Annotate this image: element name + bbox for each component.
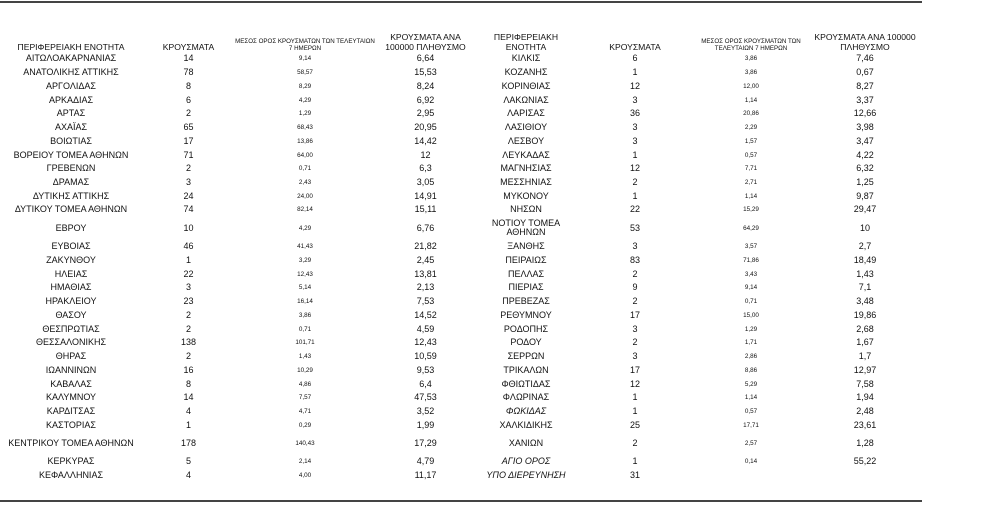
right-avg-cell: 2,86 xyxy=(744,353,758,361)
left-per100k-cell: 8,24 xyxy=(416,80,435,91)
left-avg-cell: 24,00 xyxy=(297,192,313,200)
left-per100k-cell: 6,76 xyxy=(416,222,435,233)
table-row xyxy=(0,391,922,405)
left-region-cell: ΗΛΕΙΑΣ xyxy=(54,268,88,279)
right-avg-cell: 71,86 xyxy=(743,256,759,264)
right-avg-cell: 15,00 xyxy=(743,311,759,319)
left-region-cell: ΑΝΑΤΟΛΙΚΗΣ ΑΤΤΙΚΗΣ xyxy=(23,67,119,78)
left-cases-cell: 22 xyxy=(183,268,194,279)
left-per100k-cell: 10,59 xyxy=(414,351,437,362)
left-region-cell: ΗΡΑΚΛΕΙΟΥ xyxy=(45,296,97,307)
right-avg-cell: 12,00 xyxy=(743,82,759,90)
left-region-cell: ΔΥΤΙΚΟΥ ΤΟΜΕΑ ΑΘΗΝΩΝ xyxy=(14,204,128,215)
left-cases-cell: 78 xyxy=(183,67,194,78)
left-cases-cell: 138 xyxy=(180,337,197,348)
left-avg-cell: 4,29 xyxy=(298,224,312,232)
right-avg-cell xyxy=(694,469,808,483)
right-avg-cell: 0,14 xyxy=(744,458,758,466)
right-avg-cell: 17,71 xyxy=(743,421,759,429)
table-row xyxy=(0,52,922,66)
header-region: ΠΕΡΙΦΕΡΕΙΑΚΗ ΕΝΟΤΗΤΑ xyxy=(17,42,125,52)
table-row xyxy=(0,148,922,162)
table-row xyxy=(0,240,922,254)
left-avg-cell: 7,57 xyxy=(298,394,312,402)
left-cases-cell: 4 xyxy=(185,405,191,416)
left-per100k-cell: 6,64 xyxy=(416,53,435,64)
left-region-cell: ΕΒΡΟΥ xyxy=(55,222,87,233)
right-per100k-cell: 7,1 xyxy=(858,282,872,293)
left-region-cell: ΑΧΑΪΑΣ xyxy=(54,122,88,133)
right-per100k-cell: 1,25 xyxy=(856,176,874,187)
right-region-cell: ΞΑΝΘΗΣ xyxy=(507,241,545,252)
left-avg-cell: 1,29 xyxy=(298,110,312,118)
right-cases-cell: 2 xyxy=(632,176,638,187)
right-cases-cell: 22 xyxy=(629,204,640,215)
left-per100k-cell: 2,45 xyxy=(416,254,435,265)
right-avg-cell: 2,57 xyxy=(744,440,758,448)
right-cases-cell: 53 xyxy=(629,222,640,233)
right-avg-cell: 9,14 xyxy=(744,284,758,292)
right-cases-cell: 12 xyxy=(629,378,640,389)
left-cases-cell: 1 xyxy=(185,419,191,430)
left-region-cell: ΙΩΑΝΝΙΝΩΝ xyxy=(45,364,97,375)
left-region-cell: ΚΑΡΔΙΤΣΑΣ xyxy=(46,405,96,416)
left-per100k-cell: 15,53 xyxy=(414,67,437,78)
right-avg-cell: 1,14 xyxy=(744,394,758,402)
left-per100k-cell: 13,81 xyxy=(414,268,437,279)
left-cases-cell: 2 xyxy=(185,108,191,119)
left-region-cell: ΒΟΙΩΤΙΑΣ xyxy=(50,135,92,146)
right-avg-cell: 2,29 xyxy=(744,124,758,132)
right-avg-cell: 1,14 xyxy=(744,96,758,104)
right-avg-cell: 3,86 xyxy=(744,69,758,77)
header-cases: ΚΡΟΥΣΜΑΤΑ xyxy=(162,42,215,52)
right-avg-cell: 3,86 xyxy=(744,55,758,63)
left-cases-cell: 71 xyxy=(183,149,194,160)
right-avg-cell: 0,57 xyxy=(744,151,758,159)
left-cases-cell: 5 xyxy=(185,456,191,467)
right-region-cell: ΝΗΣΩΝ xyxy=(510,204,542,215)
right-per100k-cell: 12,66 xyxy=(853,108,877,119)
right-region-cell: ΡΕΘΥΜΝΟΥ xyxy=(500,309,552,320)
right-avg-cell: 15,29 xyxy=(743,206,759,214)
right-region-cell: ΚΙΛΚΙΣ xyxy=(511,53,541,64)
right-cases-cell: 25 xyxy=(629,419,640,430)
right-cases-cell: 3 xyxy=(632,94,638,105)
left-cases-cell: 178 xyxy=(180,438,197,449)
header-avg: ΜΕΣΟΣ ΟΡΟΣ ΚΡΟΥΣΜΑΤΩΝ ΤΩΝ ΤΕΛΕΥΤΑΙΩΝ 7 ΗΜΕΡΩΝ xyxy=(235,38,375,52)
right-avg-cell: 2,71 xyxy=(744,178,758,186)
right-cases-cell: 1 xyxy=(632,456,638,467)
right-per100k-cell: 55,22 xyxy=(853,456,877,467)
left-avg-cell: 0,29 xyxy=(298,421,312,429)
left-cases-cell: 24 xyxy=(183,190,194,201)
left-avg-cell: 9,14 xyxy=(298,55,312,63)
right-cases-cell: 6 xyxy=(632,53,638,64)
left-region-cell: ΚΕΡΚΥΡΑΣ xyxy=(47,456,95,467)
right-avg-cell: 0,71 xyxy=(744,298,758,306)
right-per100k-cell: 23,61 xyxy=(853,419,877,430)
left-per100k-cell: 7,53 xyxy=(416,296,435,307)
left-cases-cell: 17 xyxy=(183,135,194,146)
table-row xyxy=(0,79,922,93)
right-cases-cell: 3 xyxy=(632,241,638,252)
right-per100k-cell: 1,28 xyxy=(856,438,874,449)
right-region-cell: ΛΑΡΙΣΑΣ xyxy=(507,108,545,119)
table-row xyxy=(0,162,922,176)
left-cases-cell: 65 xyxy=(183,122,194,133)
left-per100k-cell: 2,95 xyxy=(416,108,435,119)
left-cases-cell: 10 xyxy=(183,222,194,233)
right-region-cell: ΦΩΚΙΔΑΣ xyxy=(505,405,547,416)
left-region-cell: ΗΜΑΘΙΑΣ xyxy=(50,282,92,293)
left-per100k-cell: 6,92 xyxy=(416,94,435,105)
left-avg-cell: 68,43 xyxy=(297,124,313,132)
right-cases-cell: 1 xyxy=(632,405,638,416)
right-region-cell: ΜΥΚΟΝΟΥ xyxy=(503,190,549,201)
right-per100k-cell: 2,48 xyxy=(856,405,874,416)
right-avg-cell: 1,29 xyxy=(744,325,758,333)
header-cases-2: ΚΡΟΥΣΜΑΤΑ xyxy=(609,42,661,52)
table-row xyxy=(0,189,922,203)
right-region-cell: ΝΟΤΙΟΥ ΤΟΜΕΑ ΑΘΗΝΩΝ xyxy=(491,218,561,238)
left-per100k-cell: 17,29 xyxy=(414,438,437,449)
right-cases-cell: 3 xyxy=(632,351,638,362)
left-avg-cell: 13,86 xyxy=(297,137,313,145)
table-row xyxy=(0,134,922,148)
left-cases-cell: 16 xyxy=(183,364,194,375)
right-avg-cell: 0,57 xyxy=(744,407,758,415)
left-per100k-cell: 1,99 xyxy=(416,419,435,430)
right-cases-cell: 17 xyxy=(629,309,640,320)
left-region-cell: ΔΥΤΙΚΗΣ ΑΤΤΙΚΗΣ xyxy=(32,190,110,201)
left-cases-cell: 74 xyxy=(183,204,194,215)
right-per100k-cell: 12,97 xyxy=(853,364,877,375)
right-avg-cell: 1,71 xyxy=(744,339,758,347)
left-region-cell: ΔΡΑΜΑΣ xyxy=(52,176,90,187)
right-region-cell: ΡΟΔΟΥ xyxy=(510,337,542,348)
table-row xyxy=(0,121,922,135)
top-rule xyxy=(0,1,922,3)
left-per100k-cell: 11,17 xyxy=(414,470,437,481)
left-cases-cell: 8 xyxy=(185,378,191,389)
right-cases-cell: 12 xyxy=(629,163,640,174)
right-avg-cell: 3,43 xyxy=(744,270,758,278)
left-avg-cell: 3,29 xyxy=(298,256,312,264)
left-cases-cell: 8 xyxy=(185,80,191,91)
left-region-cell: ΘΕΣΣΑΛΟΝΙΚΗΣ xyxy=(35,337,107,348)
right-region-cell: ΠΙΕΡΙΑΣ xyxy=(508,282,544,293)
left-cases-cell: 23 xyxy=(183,296,194,307)
right-per100k-cell: 2,7 xyxy=(858,241,872,252)
table-row xyxy=(0,93,922,107)
left-cases-cell: 2 xyxy=(185,309,191,320)
table-row xyxy=(0,469,922,483)
right-region-cell: ΠΡΕΒΕΖΑΣ xyxy=(502,296,550,307)
left-region-cell: ΒΟΡΕΙΟΥ ΤΟΜΕΑ ΑΘΗΝΩΝ xyxy=(13,149,129,160)
left-avg-cell: 0,71 xyxy=(298,325,312,333)
left-cases-cell: 46 xyxy=(183,241,194,252)
right-per100k-cell: 18,49 xyxy=(853,254,877,265)
table-row xyxy=(0,217,922,240)
right-region-cell: ΥΠΟ ΔΙΕΡΕΥΝΗΣΗ xyxy=(486,470,566,481)
right-region-cell: ΧΑΛΚΙΔΙΚΗΣ xyxy=(499,419,553,430)
right-avg-cell: 20,86 xyxy=(743,110,759,118)
left-avg-cell: 101,71 xyxy=(295,339,315,347)
left-per100k-cell: 4,59 xyxy=(416,323,435,334)
right-per100k-cell: 3,37 xyxy=(856,94,874,105)
left-per100k-cell: 47,53 xyxy=(414,392,437,403)
left-per100k-cell: 20,95 xyxy=(414,122,437,133)
right-avg-cell: 1,57 xyxy=(744,137,758,145)
left-cases-cell: 1 xyxy=(185,254,191,265)
left-region-cell: ΖΑΚΥΝΘΟΥ xyxy=(46,254,96,265)
left-region-cell: ΚΑΛΥΜΝΟΥ xyxy=(45,392,97,403)
right-per100k-cell: 1,43 xyxy=(856,268,874,279)
left-region-cell: ΚΕΦΑΛΛΗΝΙΑΣ xyxy=(38,470,104,481)
right-avg-cell: 8,86 xyxy=(744,366,758,374)
right-cases-cell: 1 xyxy=(632,190,638,201)
left-cases-cell: 3 xyxy=(185,282,191,293)
left-avg-cell: 140,43 xyxy=(295,440,315,448)
right-per100k-cell: 9,87 xyxy=(856,190,874,201)
left-region-cell: ΚΑΣΤΟΡΙΑΣ xyxy=(46,419,96,430)
right-per100k-cell: 1,7 xyxy=(858,351,872,362)
table-row xyxy=(0,176,922,190)
right-region-cell: ΡΟΔΟΠΗΣ xyxy=(503,323,549,334)
left-avg-cell: 3,86 xyxy=(298,311,312,319)
right-cases-cell: 1 xyxy=(632,67,638,78)
left-avg-cell: 4,00 xyxy=(298,472,312,480)
right-cases-cell: 2 xyxy=(632,296,638,307)
left-cases-cell: 2 xyxy=(185,351,191,362)
left-region-cell: ΑΡΓΟΛΙΔΑΣ xyxy=(46,80,96,91)
left-per100k-cell: 12 xyxy=(420,149,431,160)
right-region-cell: ΜΕΣΣΗΝΙΑΣ xyxy=(500,176,552,187)
table-row xyxy=(0,432,922,455)
left-avg-cell: 8,29 xyxy=(298,82,312,90)
left-region-cell: ΚΕΝΤΡΙΚΟΥ ΤΟΜΕΑ ΑΘΗΝΩΝ xyxy=(8,438,134,449)
left-region-cell: ΕΥΒΟΙΑΣ xyxy=(51,241,91,252)
left-region-cell: ΑΡΚΑΔΙΑΣ xyxy=(48,94,94,105)
right-region-cell: ΛΑΣΙΘΙΟΥ xyxy=(504,122,548,133)
header-per100k: ΚΡΟΥΣΜΑΤΑ ΑΝΑ 100000 ΠΛΗΘΥΣΜΟ xyxy=(385,32,466,52)
right-region-cell: ΑΓΙΟ ΟΡΟΣ xyxy=(501,456,551,467)
left-per100k-cell: 15,11 xyxy=(414,204,437,215)
left-region-cell: ΑΡΤΑΣ xyxy=(56,108,86,119)
table-row xyxy=(0,66,922,80)
table-body xyxy=(0,52,922,483)
right-cases-cell: 12 xyxy=(629,80,640,91)
left-cases-cell: 3 xyxy=(185,176,191,187)
right-region-cell: ΛΑΚΩΝΙΑΣ xyxy=(503,94,549,105)
right-region-cell: ΛΕΥΚΑΔΑΣ xyxy=(502,149,550,160)
right-per100k-cell: 3,48 xyxy=(856,296,874,307)
right-cases-cell: 36 xyxy=(629,108,640,119)
left-cases-cell: 14 xyxy=(183,53,194,64)
left-region-cell: ΘΗΡΑΣ xyxy=(55,351,87,362)
header-region-2: ΠΕΡΙΦΕΡΕΙΑΚΗ ΕΝΟΤΗΤΑ xyxy=(493,32,559,52)
header-per100k-2: ΚΡΟΥΣΜΑΤΑ ΑΝΑ 100000 ΠΛΗΘΥΣΜΟ xyxy=(814,32,916,52)
right-region-cell: ΦΛΩΡΙΝΑΣ xyxy=(502,392,550,403)
right-per100k-cell: 6,32 xyxy=(856,163,874,174)
table-row xyxy=(0,322,922,336)
right-per100k-cell: 2,68 xyxy=(856,323,874,334)
table-row xyxy=(0,308,922,322)
right-cases-cell: 9 xyxy=(632,282,638,293)
table-row xyxy=(0,418,922,432)
left-avg-cell: 4,29 xyxy=(298,96,312,104)
right-per100k-cell: 7,58 xyxy=(856,378,874,389)
right-region-cell: ΣΕΡΡΩΝ xyxy=(507,351,545,362)
right-avg-cell: 64,29 xyxy=(743,224,759,232)
left-avg-cell: 12,43 xyxy=(297,270,313,278)
right-cases-cell: 1 xyxy=(632,149,638,160)
right-region-cell: ΤΡΙΚΑΛΩΝ xyxy=(503,364,549,375)
left-per100k-cell: 14,91 xyxy=(414,190,437,201)
left-region-cell: ΘΑΣΟΥ xyxy=(55,309,87,320)
right-cases-cell: 3 xyxy=(632,122,638,133)
left-avg-cell: 41,43 xyxy=(297,243,313,251)
right-cases-cell: 3 xyxy=(632,135,638,146)
right-region-cell: ΠΕΙΡΑΙΩΣ xyxy=(505,254,547,265)
left-per100k-cell: 6,3 xyxy=(419,163,432,174)
left-cases-cell: 6 xyxy=(185,94,191,105)
left-avg-cell: 10,29 xyxy=(297,366,313,374)
left-per100k-cell: 4,79 xyxy=(416,456,435,467)
right-avg-cell: 1,14 xyxy=(744,192,758,200)
left-per100k-cell: 21,82 xyxy=(414,241,437,252)
left-avg-cell: 1,43 xyxy=(298,353,312,361)
table-row xyxy=(0,267,922,281)
right-region-cell: ΚΟΖΑΝΗΣ xyxy=(504,67,548,78)
left-per100k-cell: 3,05 xyxy=(416,176,435,187)
left-avg-cell: 0,71 xyxy=(298,165,312,173)
right-region-cell: ΛΕΣΒΟΥ xyxy=(507,135,545,146)
left-avg-cell: 58,57 xyxy=(297,69,313,77)
table-row xyxy=(0,295,922,309)
table-row xyxy=(0,254,922,268)
left-per100k-cell: 9,53 xyxy=(416,364,435,375)
left-per100k-cell: 2,13 xyxy=(416,282,435,293)
table-row xyxy=(0,363,922,377)
left-cases-cell: 4 xyxy=(185,470,191,481)
right-region-cell: ΧΑΝΙΩΝ xyxy=(508,438,544,449)
right-region-cell: ΠΕΛΛΑΣ xyxy=(507,268,545,279)
header-row xyxy=(0,24,922,52)
right-region-cell: ΦΘΙΩΤΙΔΑΣ xyxy=(501,378,551,389)
left-avg-cell: 16,14 xyxy=(297,298,313,306)
left-cases-cell: 2 xyxy=(185,323,191,334)
table-row xyxy=(0,203,922,217)
right-cases-cell: 2 xyxy=(632,438,638,449)
table-row xyxy=(0,336,922,350)
right-cases-cell: 17 xyxy=(629,364,640,375)
left-avg-cell: 82,14 xyxy=(297,206,313,214)
left-per100k-cell: 14,52 xyxy=(414,309,437,320)
left-region-cell: ΓΡΕΒΕΝΩΝ xyxy=(46,163,96,174)
left-avg-cell: 5,14 xyxy=(298,284,312,292)
right-region-cell: ΚΟΡΙΝΘΙΑΣ xyxy=(501,80,551,91)
covid-cases-table xyxy=(0,24,922,483)
left-avg-cell: 4,71 xyxy=(298,407,312,415)
right-cases-cell: 3 xyxy=(632,323,638,334)
right-per100k-cell: 3,47 xyxy=(856,135,874,146)
right-region-cell: ΜΑΓΝΗΣΙΑΣ xyxy=(500,163,552,174)
left-per100k-cell: 6,4 xyxy=(419,378,432,389)
table-row xyxy=(0,455,922,469)
header-avg-2: ΜΕΣΟΣ ΟΡΟΣ ΚΡΟΥΣΜΑΤΩΝ ΤΩΝ ΤΕΛΕΥΤΑΙΩΝ 7 ΗΜΕΡΩΝ xyxy=(701,38,801,52)
right-per100k-cell: 1,67 xyxy=(856,337,874,348)
left-per100k-cell: 12,43 xyxy=(414,337,437,348)
right-cases-cell: 31 xyxy=(629,470,640,481)
right-per100k-cell: 4,22 xyxy=(856,149,874,160)
left-avg-cell: 2,43 xyxy=(298,178,312,186)
right-per100k-cell: 1,94 xyxy=(856,392,874,403)
table-row xyxy=(0,350,922,364)
right-avg-cell: 5,29 xyxy=(744,380,758,388)
left-cases-cell: 2 xyxy=(185,163,191,174)
right-cases-cell: 2 xyxy=(632,337,638,348)
left-per100k-cell: 3,52 xyxy=(416,405,435,416)
left-avg-cell: 4,86 xyxy=(298,380,312,388)
right-avg-cell: 3,57 xyxy=(744,243,758,251)
table-row xyxy=(0,107,922,121)
right-avg-cell: 7,71 xyxy=(744,165,758,173)
left-avg-cell: 64,00 xyxy=(297,151,313,159)
right-per100k-cell: 8,27 xyxy=(856,80,874,91)
right-cases-cell: 83 xyxy=(629,254,640,265)
right-per100k-cell: 7,46 xyxy=(856,53,874,64)
left-region-cell: ΘΕΣΠΡΩΤΙΑΣ xyxy=(42,323,100,334)
left-cases-cell: 14 xyxy=(183,392,194,403)
right-per100k-cell: 0,67 xyxy=(856,67,874,78)
left-per100k-cell: 14,42 xyxy=(414,135,437,146)
right-cases-cell: 2 xyxy=(632,268,638,279)
table-row xyxy=(0,377,922,391)
table-row xyxy=(0,281,922,295)
left-region-cell: ΑΙΤΩΛΟΑΚΑΡΝΑΝΙΑΣ xyxy=(25,53,117,64)
right-per100k-cell: 3,98 xyxy=(856,122,874,133)
table-row xyxy=(0,405,922,419)
left-region-cell: ΚΑΒΑΛΑΣ xyxy=(50,378,92,389)
right-per100k-cell: 19,86 xyxy=(853,309,877,320)
right-per100k-cell: 10 xyxy=(859,222,870,233)
right-per100k-cell: 29,47 xyxy=(853,204,877,215)
right-cases-cell: 1 xyxy=(632,392,638,403)
bottom-rule xyxy=(0,500,922,502)
left-avg-cell: 2,14 xyxy=(298,458,312,466)
right-per100k-cell xyxy=(808,469,922,483)
